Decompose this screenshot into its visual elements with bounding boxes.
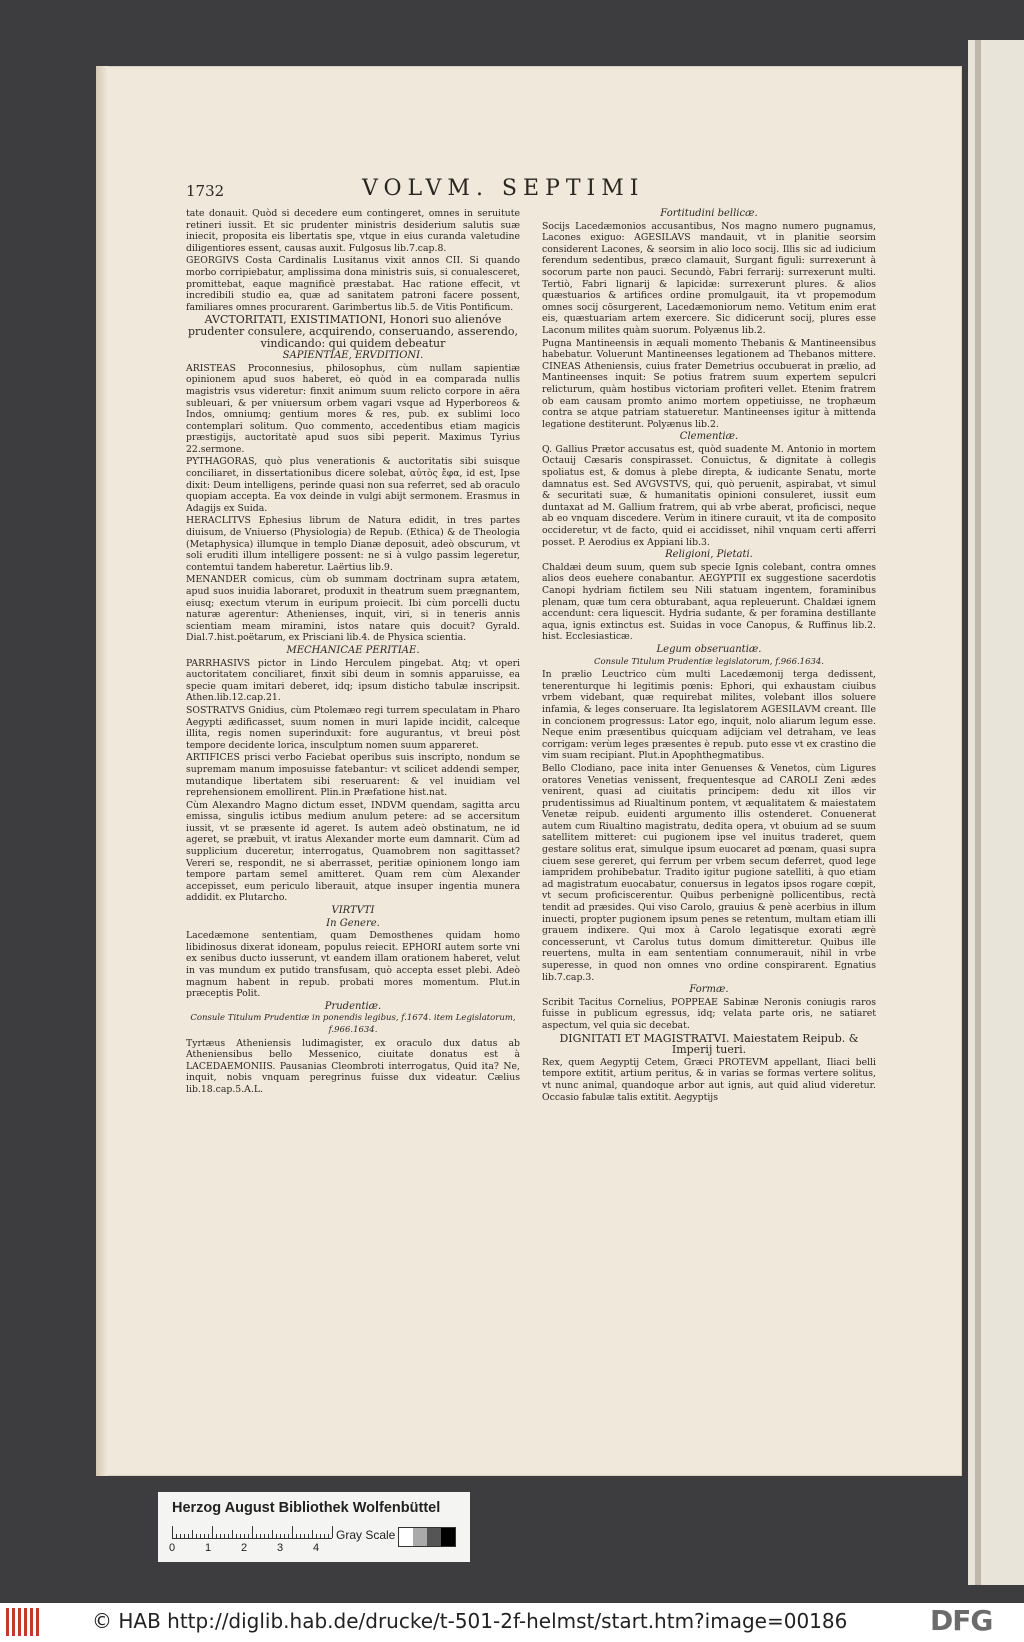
section-heading: In Genere. xyxy=(326,917,380,929)
section-heading: Clementiæ. xyxy=(679,431,739,443)
paragraph: PYTHAGORAS, quò plus venerationis & auctoritatis sibi suisque conciliaret, in dissertationibus dicere solebat, αὐτὸς ἔφα, id est, Ipse dixit: Deum intelligens, perinde quasi non sua referret, sed ab oraculo quopiam accepta. Ea vox deinde in vulgi abijt sermonem. Erasmus in Adagijs ex Suida. xyxy=(186,456,520,514)
library-name: Herzog August Bibliothek Wolfenbüttel xyxy=(172,1500,441,1516)
gray-scale-label: Gray Scale xyxy=(336,1528,396,1542)
scale-number: 0 xyxy=(169,1542,176,1554)
paragraph: MENANDER comicus, cùm ob summam doctrinam supra ætatem, apud suos inuidia laboraret, produxit in theatrum suem prægnantem, eiusq; exectum vterum in euripum proiecit. Ibi cùm porcelli ductu naturæ agerentur: Athenienses, inquit, viri, si in teneris annis scientiam meam miramini, istos natare quis docuit? Gyrald. Dial.7.hist.poëtarum, ex Prisciani lib.4. de Physica scientia. xyxy=(186,574,520,644)
section-heading: AVCTORITATI, EXISTIMATIONI, Honori suo alienóve prudenter consulere, acquirendo, conseruando, asserendo, vindicando: qui quidem debeatur xyxy=(188,313,518,350)
paragraph: HERACLITVS Ephesius librum de Natura edidit, in tres partes diuisum, de Vniuerso (Physiologia) de Repub. (Ethica) & de Theologia (Metaphysica) illumque in templo Dianæ deposuit, adeò obscurum, vt soli eruditi illum intelligere possent: ne si à vulgo passim legeretur, contemtui tandem haberetur. Laërtius lib.9. xyxy=(186,515,520,573)
library-scale-card xyxy=(158,1492,470,1562)
paragraph: Cùm Alexandro Magno dictum esset, INDVM quendam, sagitta arcu emissa, singulis ictibus medium anulum petere: ad se accersitum iussit, vt se præsente id ageret. Is autem adeò obstinatum, ne id ageret, se præbuit, vt iratus Alexander morte eum damnarit. Cùm ad supplicium duceretur, interrogatus, Quamobrem non sagittasset? Vereri se, respondit, ne si aberrasset, peritiæ opinionem longo iam tempore partam semel amitteret. Quam rem cùm Alexander accepisset, eum periculo liberauit, atque insuper ingentia munera addidit. ex Plutarcho. xyxy=(186,799,520,904)
paragraph: Pugna Mantineensis in æquali momento Thebanis & Mantineensibus habebatur. Voluerunt Mantineenses legationem ad Thebanos mittere. CINEAS Atheniensis, cuius frater Demetrius occubuerat in prælio, ad Mantineenses inquit: Se potius fratrem suum expertem sepulcri relicturum, quàm hostibus victoriam profiteri vellet. Etenim fratrem ob eam causam promto animo mortem oppetiuisse, ne trophæum contra se atque patriam statueretur. Mantineenses igitur à mittenda legatione destiterunt. Polyænus lib.2. xyxy=(542,337,876,430)
paragraph: SOSTRATVS Gnidius, cùm Ptolemæo regi turrem speculatam in Pharo Aegypti ædificasset, suum nomen in muri lapide incidit, calceque illita, regis nomen superinduxit: fore augurantus, vt breui pòst tempore decidente lorica, insculptum nomen suum appareret. xyxy=(186,704,520,751)
paragraph: ARISTEAS Proconnesius, philosophus, cùm nullam sapientiæ opinionem apud suos haberet, eò quòd in ea comparada nullis magistris vsus videretur: finxit animum suum relicto corpore in aëra subleuari, & per vniuersum orbem vagari vsque ad Hyperboreos & Indos, omniumq; gentium mores & res, pub. ex sublimi loco contemplari solitum. Quo commento, accedentibus etiam magicis præstigijs, auctoritatè apud suos sibi peperit. Maximus Tyrius 22.sermone. xyxy=(186,362,520,455)
cross-reference: Consule Titulum Prudentiæ in ponendis legibus, f.1674. item Legislatorum, f.966.1634. xyxy=(190,1013,516,1035)
right-column xyxy=(542,208,876,1104)
section-heading: Legum obseruantiæ. xyxy=(656,643,762,655)
paragraph: GEORGIVS Costa Cardinalis Lusitanus vixit annos CII. Si quando morbo corripiebatur, amplissima dona ministris suis, si conualesceret, promittebat, eaque magnificè præstabat. Hac ratione effecit, vt incredibili studio ea, quæ ad sanitatem patroni facere possent, familiares omnes procurarent. Garimbertus lib.5. de Vitis Pontificum. xyxy=(186,255,520,313)
paragraph: Rex, quem Aegyptij Cetem, Græci PROTEVM appellant, Iliaci belli tempore extitit, artium peritus, & in varias se formas vertere solitus, vt nunc animal, quandoque arbor aut ignis, aut quid aliud videretur. Occasio fabulæ talis extitit. Aegyptijs xyxy=(542,1056,876,1103)
adjacent-page-shadow xyxy=(975,40,981,1585)
section-heading: MECHANICAE PERITIAE. xyxy=(286,644,420,656)
paragraph: Socijs Lacedæmonios accusantibus, Nos magno numero pugnamus, Lacones exiguo: AGESILAVS mandauit, vt in planitie seorsim considerent Lacones, & seorsim in alio loco socij. Illis sic ad iudicium ferendum sedentibus, præco clamauit, Surgant figuli: surrexerunt à socorum parte non pauci. Secundò, Fabri ferrarij: surrexerunt multi. Tertiò, Fabri lignarij & lapicidæ: surrexerunt plures. & alios quæstuarios & artifices ordine promulgauit, ita vt propemodum omnes socij cōsurgerent, Lacedæmoniorum nemo. Vetitum enim erat eis, quæstuariam artem exercere. Sic didicerunt socij, plures esse Laconum milites quàm suorum. Polyænus lib.2. xyxy=(542,220,876,336)
page-header xyxy=(186,176,876,208)
section-heading: Formæ. xyxy=(689,984,729,996)
page-content xyxy=(186,176,876,1103)
paragraph: ARTIFICES prisci verbo Faciebat operibus suis inscripto, nondum se supremam manum imposuisse fatebantur: vt scilicet addendi semper, mutandique libertatem sibi reseruarent: & vel inuidiam vel reprehensionem emollirent. Plin.in Præfatione hist.nat. xyxy=(186,752,520,799)
scale-number: 3 xyxy=(277,1542,284,1554)
paragraph: Chaldæi deum suum, quem sub specie Ignis colebant, contra omnes alios deos euehere conabantur. AEGYPTII ex suggestione sacerdotis Canopi hydriam fictilem seu Nili statuam ingentem, foraminibus plenam, quæ tum cera obturabant, aqua repleuerunt. Chaldæi ignem accendunt: cera liquescit. Hydria sudante, & per foramina destillante aqua, ignis extinctus est. Suidas in voce Canopus, & Ruffinus lib.2. hist. Ecclesiasticæ. xyxy=(542,561,876,643)
section-heading: VIRTVTI xyxy=(331,905,375,917)
scale-ruler xyxy=(172,1526,332,1539)
paragraph: Lacedæmone sententiam, quam Demosthenes quidam homo libidinosus dixerat idoneam, populus reiecit. EPHORI autem sorte vni ex senibus ducto iusserunt, vt eandem illam orationem haberet, velut in vas mundum ex putido transfusam, quò accepta esset plebi. Adeò magnum habent in repub. probati mores momentum. Plut.in præceptis Polit. xyxy=(186,930,520,1000)
paragraph: In prælio Leuctrico cùm multi Lacedæmonij terga dedissent, tenerenturque hi legitimis pœnis: Ephori, qui exhaustam ciuibus vrbem videbant, quæ requirebat milites, volebant illos soluere infamia, & leges conseruare. Ita legislatorem AGESILAVM creant. Ille in concionem progressus: Lator ego, inquit, nolo aliarum legum esse. Neque enim præsentibus quicquam adijciam vel detraham, ve leas corrigam: verùm leges præsentes è repub. puto esse vt ex crastino die vim suam recipiant. Plut.in Apophthegmatibus. xyxy=(542,669,876,762)
scale-number: 4 xyxy=(313,1542,320,1554)
dfg-logo: DFG xyxy=(930,1604,993,1637)
running-title: VOLVM. SEPTIMI xyxy=(362,176,645,201)
hab-logo-icon xyxy=(4,1608,46,1636)
section-heading: SAPIENTIAE, ERVDITIONI. xyxy=(282,350,424,362)
cross-reference: Consule Titulum Prudentiæ legislatorum, f.966.1634. xyxy=(593,656,825,667)
paragraph: PARRHASIVS pictor in Lindo Herculem pingebat. Atq; vt operi auctoritatem conciliaret, finxit sibi deum in somnis apparuisse, ea specie quam imitari deberet, idq; ipsum disticho tabulæ inscripsit. Athen.lib.12.cap.21. xyxy=(186,657,520,704)
gray-scale-swatches xyxy=(398,1527,456,1547)
paragraph: tate donauit. Quòd si decedere eum contingeret, omnes in seruitute retineri iussit. Et sic prudenter ministris desiderium salutis suæ iniecit, proposita eis libertatis spe, vtque in eius curanda valetudine diligentiores essent, causas auxit. Fulgosus lib.7.cap.8. xyxy=(186,208,520,254)
paragraph: Tyrtæus Atheniensis ludimagister, ex oraculo dux datus ab Atheniensibus bello Messenico, ciuitate donatus est à LACEDAEMONIIS. Pausanias Cleombroti interrogatus, Quid ita? Ne, inquit, nobis vnquam peregrinus fuisse dux videatur. Cælius lib.18.cap.5.A.L. xyxy=(186,1037,520,1095)
paragraph: Q. Gallius Prætor accusatus est, quòd suadente M. Antonio in mortem Octauij Cæsaris conspirasset. Conuictus, & dignitate à collegis spoliatus est, & domus à plebe direpta, & iudicante Senatu, morte damnatus est. Sed AVGVSTVS, qui, quò peruenit, aspirabat, vt simul & securitati suæ, & humanitatis opinioni consuleret, iussit eum duntaxat ad M. Gallium fratrem, qui ab vrbe aberat, proficisci, neque ab eo vnquam discedere. Verùm in itinere curauit, vt ita de composito occideretur, vt de facto, quid ei accidisset, nihil vnquam certi afferri posset. P. Aerodius ex Appiani lib.3. xyxy=(542,443,876,548)
paragraph: Bello Clodiano, pace inita inter Genuenses & Venetos, cùm Ligures oratores Venetias venissent, frequentesque ad CAROLI Zeni ædes venirent, quasi ad ciuitatis principem: dedu xit illos vir prudentissimus ad Riualtinum pontem, vt æqualitatem & maiestatem Venetæ reipub. euidenti argumento illis ostenderet. Conuenerat autem cum Riualtino magistratu, dedita opera, vt obuium ad se suum satellitem mitteret: cui pugionem ipse vel inuitus traderet, quem gestare solitus erat, simulque ipsum euocaret ad pœnam, quasi supra ciuem sese gereret, qui ferrum per vrbem secum deferret, quod lege iampridem prohibebatur. Tradito igitur pugione satelliti, à quo etiam ad magistratum euocabatur, conuersus in legatos ipsos rogare cœpit, vt secum proficiscerentur. Quibus perbenignè pollicentibus, rectà tendit ad præsides. Qui viso Carolo, grauius & penè acerbius in illum inuecti, propter pugionem ipsum penes se retentum, multam etiam illi grauem indixere. Qui mox à Carolo legatisque exorati ægrè concesserunt, vt Carolus tutus domum dimitteretur. Quibus ille reuertens, multa in eam sententiam connumerauit, nihil in vrbe superesse, in quod non omnes vno ordine conspirarent. Egnatius lib.7.cap.3. xyxy=(542,762,876,983)
page-gutter xyxy=(96,66,108,1476)
scale-number: 1 xyxy=(205,1542,212,1554)
left-column xyxy=(186,208,520,1097)
section-heading: DIGNITATI ET MAGISTRATVI. Maiestatem Reipub. & Imperij tueri. xyxy=(559,1031,859,1057)
scale-number: 2 xyxy=(241,1542,248,1554)
footer-url-text: © HAB http://diglib.hab.de/drucke/t-501-2f-helmst/start.htm?image=00186 xyxy=(92,1609,848,1633)
section-heading: Fortitudini bellicæ. xyxy=(660,208,758,219)
section-heading: Prudentiæ. xyxy=(324,1000,382,1012)
page-number: 1732 xyxy=(186,182,225,200)
paragraph: Scribit Tacitus Cornelius, POPPEAE Sabinæ Neronis coniugis raros fuisse in publicum egressus, idq; velata parte oris, ne satiaret aspectum, vel quia sic decebat. xyxy=(542,996,876,1031)
section-heading: Religioni, Pietati. xyxy=(665,549,753,561)
